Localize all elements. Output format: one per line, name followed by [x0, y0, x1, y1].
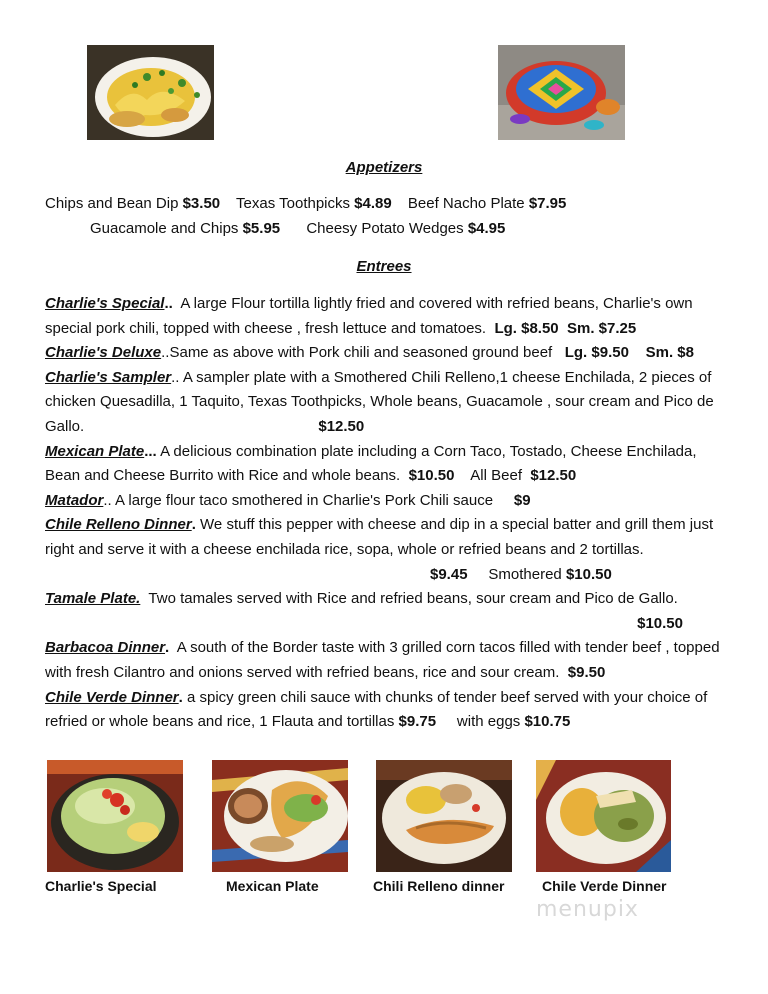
menu-item: Mexican Plate... A delicious combination plate including a Corn Taco, Tostado, Cheese Enchilada, Bean and Cheese Burrito with Rice and whole beans. $10.50 All Beef $12.50	[45, 442, 697, 485]
menu-item: Charlie's Deluxe..Same as above with Pork chili and seasoned ground beef Lg. $9.50 Sm. $8	[45, 344, 694, 362]
mexican-plate-photo	[212, 760, 348, 872]
item-description: A sampler plate with a Smothered Chili Relleno,1 cheese Enchilada, 2 pieces of chicken Quesadilla, 1 Taquito, Texas Toothpicks, Whole beans, Guacamole , sour cream and Pico de Gallo.	[45, 368, 714, 435]
item-name: Mexican Plate	[45, 442, 145, 460]
item-price: $9.75	[398, 713, 437, 731]
entrees-list	[45, 292, 735, 735]
menu-item: Charlie's Sampler.. A sampler plate with a Smothered Chili Relleno,1 cheese Enchilada, 2 pieces of chicken Quesadilla, 1 Taquito, Texas Toothpicks, Whole beans, Guacamole , sour cream and Pico de Gallo. $12.50	[45, 368, 714, 435]
appetizers-heading: Appetizers	[345, 159, 423, 176]
item-price: $10.50	[408, 467, 455, 485]
item-price: Sm. $8	[645, 344, 694, 362]
item-description: A large flour taco smothered in Charlie's Pork Chili sauce	[115, 491, 494, 509]
menu-item: Chile Relleno Dinner. We stuff this pepper with cheese and dip in a special batter and grill them just right and serve it with a cheese enchilada rice, sopa, whole or refried beans and 2 tortillas. $9.45 Smothered $10.50	[45, 516, 714, 583]
item-extra-label: with eggs	[456, 713, 521, 731]
item-description: A south of the Border taste with 3 grilled corn tacos filled with tender beef , topped with fresh Cilantro and onions served with refried beans, rice and sour cream.	[45, 639, 720, 681]
menu-item: Matador.. A large flour taco smothered in Charlie's Pork Chili sauce $9	[45, 491, 531, 509]
item-extra-label: Smothered	[488, 565, 562, 583]
menu-item: Charlie's Special.. A large Flour tortilla lightly fried and covered with refried beans, Charlie's own special pork chili, topped with cheese , fresh lettuce and tomatoes. Lg. $8.50 Sm. $7.25	[45, 295, 693, 337]
menu-item	[45, 587, 735, 636]
menu-item: Chile Verde Dinner. a spicy green chili sauce with chunks of tender beef served with your choice of refried or whole beans and rice, 1 Flauta and tortillas $9.75 with eggs $10.75	[45, 688, 708, 731]
appetizer-name: Cheesy Potato Wedges	[306, 220, 464, 237]
item-description: A large Flour tortilla lightly fried and covered with refried beans, Charlie's own special pork chili, topped with cheese , fresh lettuce and tomatoes.	[45, 295, 693, 337]
chile-verde-photo	[536, 760, 671, 872]
appetizer-price: $7.95	[528, 195, 567, 212]
item-name: Matador	[45, 491, 104, 509]
item-description: Same as above with Pork chili and seasoned ground beef	[169, 344, 553, 362]
item-description: A delicious combination plate including a Corn Taco, Tostado, Cheese Enchilada, Bean and Cheese Burrito with Rice and whole beans.	[45, 442, 697, 485]
photo-caption: Chili Relleno dinner	[373, 878, 505, 894]
watermark: menupix	[536, 897, 639, 922]
item-name: Barbacoa Dinner	[45, 639, 166, 657]
appetizer-price: $3.50	[182, 195, 221, 212]
beaded-turtle-photo	[498, 45, 625, 140]
photo-caption: Charlie's Special	[45, 878, 157, 894]
appetizer-price: $4.95	[467, 220, 506, 237]
charlies-special-photo	[47, 760, 183, 872]
item-price: $10.75	[524, 713, 571, 731]
item-name: Chile Verde Dinner	[45, 688, 179, 706]
item-price: Lg. $9.50	[564, 344, 629, 362]
appetizer-name: Beef Nacho Plate	[407, 195, 525, 212]
item-price: Sm. $7.25	[566, 319, 637, 337]
item-price: $12.50	[530, 467, 577, 485]
entrees-heading: Entrees	[356, 258, 412, 275]
item-price: $10.50	[637, 614, 683, 632]
chili-relleno-photo	[376, 760, 512, 872]
appetizer-name: Texas Toothpicks	[236, 195, 350, 212]
item-description: We stuff this pepper with cheese and dip in a special batter and grill them just right and serve it with a cheese enchilada rice, sopa, whole or refried beans and 2 tortillas.	[45, 516, 714, 558]
appetizer-name: Guacamole and Chips	[90, 220, 239, 237]
photo-caption: Mexican Plate	[226, 878, 319, 894]
item-price: $10.50	[565, 565, 612, 583]
item-name: Charlie's Sampler	[45, 368, 172, 386]
appetizers-line-1	[45, 195, 566, 212]
appetizer-price: $5.95	[242, 220, 281, 237]
appetizers-line-2	[90, 220, 505, 237]
item-name: Chile Relleno Dinner	[45, 516, 192, 534]
item-price: Lg. $8.50	[494, 319, 559, 337]
item-price: $9.50	[567, 663, 606, 681]
appetizer-name: Chips and Bean Dip	[45, 195, 179, 212]
appetizer-price: $4.89	[354, 195, 392, 212]
item-description: Two tamales served with Rice and refried beans, sour cream and Pico de Gallo.	[148, 590, 678, 608]
potato-wedges-photo	[87, 45, 214, 140]
item-name: Charlie's Special	[45, 295, 165, 312]
item-name: Charlie's Deluxe	[45, 344, 162, 362]
photo-caption: Chile Verde Dinner	[542, 878, 667, 894]
menu-item: Barbacoa Dinner. A south of the Border taste with 3 grilled corn tacos filled with tender beef , topped with fresh Cilantro and onions served with refried beans, rice and sour cream. $9.50	[45, 639, 720, 681]
item-price: $9	[513, 491, 531, 509]
item-extra-label: All Beef	[470, 467, 522, 485]
item-name: Tamale Plate.	[45, 590, 141, 608]
item-price: $9.45	[430, 565, 468, 583]
item-price: $12.50	[318, 417, 365, 435]
item-description: a spicy green chili sauce with chunks of tender beef served with your choice of refried or whole beans and rice, 1 Flauta and tortillas	[45, 688, 708, 731]
